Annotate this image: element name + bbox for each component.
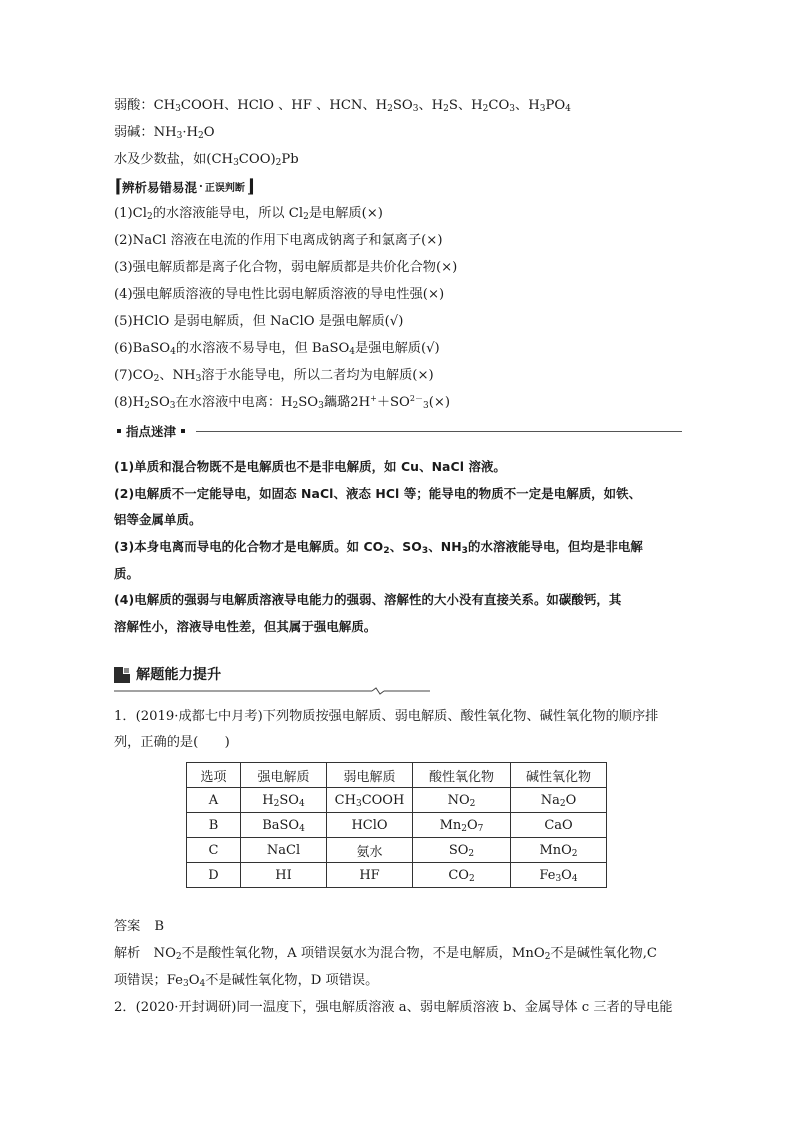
answer-block [114,913,682,1021]
tip-line: 溶解性小，溶液导电性差，但其属于强电解质。 [114,619,377,635]
weak-acids-label: 弱酸： [114,98,154,113]
table-header-cell: 弱电解质 [327,763,413,788]
section-divider [114,687,430,695]
question-1 [114,704,682,756]
analysis-line: 项错误；$Fe_3O_4$不是碱性氧化物，D 项错误。 [114,973,379,989]
table-cell: $Fe_3O_4$ [511,863,607,888]
table-cell: A [187,788,241,813]
table-header-cell: 强电解质 [241,763,327,788]
page-body [114,92,682,641]
table-cell: MnO$_2$ [511,838,607,863]
tip-line: (1)单质和混合物既不是电解质也不是非电解质，如 Cu、NaCl 溶液。 [114,459,506,474]
judge-item: (2)NaCl 溶液在电流的作用下电离成钠离子和氯离子(×) [114,233,443,248]
section-title: 解题能力提升 [136,667,222,683]
judge-list [114,200,682,416]
section-flag-icon [114,667,130,683]
tip-line: (3)本身电离而导电的化合物才是电解质。如 $CO_2$、$SO_3$、$NH_3$的水溶液能导电，但均是非电解 [114,539,643,557]
table-cell: CaO [511,813,607,838]
judge-item: (3)强电解质都是离子化合物，弱电解质都是共价化合物(×) [114,260,458,275]
weak-acids-line [114,92,682,119]
judge-item: (6)BaSO$_4$的水溶液不易导电，但 BaSO$_4$是强电解质(√) [114,341,440,357]
table-header-cell: 碱性氧化物 [511,763,607,788]
table-cell: HClO [327,813,413,838]
table-cell: HF [327,863,413,888]
answer-line [114,913,682,940]
question-1-line: 列，正确的是( ) [114,735,230,750]
judge-header-sub: 正误判断 [204,183,245,194]
left-bracket-icon: ⌈ [114,176,123,197]
weak-base-list: $NH_3\cdot H_2O$ [153,125,215,141]
weak-base-line [114,119,682,146]
tip-line: 质。 [114,565,139,581]
table-cell: $SO_2$ [413,838,511,863]
tip-header [114,416,682,446]
question-1-line: 1．(2019·成都七中月考)下列物质按强电解质、弱电解质、酸性氧化物、碱性氧化物的顺序排 [114,709,659,724]
table-row [187,788,607,813]
weak-acids-list: $CH_3COOH$、HClO 、HF 、HCN、$H_2SO_3$、$H_2S$、$H_2CO_3$、$H_3PO_4$ [153,98,571,114]
table-row [187,838,607,863]
judge-item: $(1)Cl_2$的水溶液能导电，所以 $Cl_2$是电解质(×) [114,206,383,222]
tip-title: 指点迷津 [126,424,177,439]
question-2: 2．(2020·开封调研)同一温度下，强电解质溶液 a、弱电解质溶液 b、金属导体 c 三者的导电能 [114,1000,673,1015]
table-cell: $Mn_2O_7$ [413,813,511,838]
weak-base-label: 弱碱： [114,125,154,140]
judge-item: (4)强电解质溶液的导电性比弱电解质溶液的导电性强(×) [114,287,445,302]
table-cell: $Na_2O$ [511,788,607,813]
table-cell: BaSO$_4$ [241,813,327,838]
section-header [114,662,434,692]
tips-list [114,454,682,641]
table-cell: $CO_2$ [413,863,511,888]
table-cell: $CH_3COOH$ [327,788,413,813]
table-cell: C [187,838,241,863]
square-bullet-icon [117,429,121,433]
tip-line: (4)电解质的强弱与电解质溶液导电能力的强弱、溶解性的大小没有直接关系。如碳酸钙，其 [114,592,622,608]
judge-item: $(7)CO_2$、$NH_3$溶于水能导电，所以二者均为电解质(×) [114,368,434,384]
table-cell: $NO_2$ [413,788,511,813]
tip-divider [196,431,682,432]
judge-header-main: 辨析易错易混 [122,179,198,195]
table-cell: NaCl [241,838,327,863]
table-row [187,813,607,838]
water-salts-line: 水及少数盐，如$(CH_3COO)_2Pb$ [114,152,299,168]
table-header-cell: 酸性氧化物 [413,763,511,788]
judge-item: (5)HClO 是弱电解质，但 NaClO 是强电解质(√) [114,314,404,329]
table-body [187,788,607,888]
table-cell: HI [241,863,327,888]
analysis-block [114,940,682,994]
judge-item: $(8)H_2SO_3$在水溶液中电离：$H_2SO_3$鑴璐$2H^++SO^{2-}_3(\times)$ [114,394,451,411]
tip-line: (2)电解质不一定能导电，如固态 NaCl、液态 HCl 等；能导电的物质不一定是电解质，如铁、 [114,485,642,501]
table-header-row [187,763,607,788]
right-bracket-icon: ⌋ [246,176,256,197]
table-cell: 氨水 [327,838,413,863]
table-header-cell: 选项 [187,763,241,788]
tip-line: 铝等金属单质。 [114,512,202,528]
analysis-line: 解析 $NO_2$不是酸性氧化物，A 项错误氨水为混合物，不是电解质，MnO$_2$不是碱性氧化物,C [114,946,658,962]
square-bullet-icon [181,429,185,433]
table-row [187,863,607,888]
judge-header [114,173,682,200]
table-cell: D [187,863,241,888]
options-table [186,762,607,888]
answer-value: B [154,919,165,934]
answer-label: 答案 [114,919,141,934]
judge-header-dot: · [199,180,203,193]
table-cell: B [187,813,241,838]
table-cell: $H_2SO_4$ [241,788,327,813]
